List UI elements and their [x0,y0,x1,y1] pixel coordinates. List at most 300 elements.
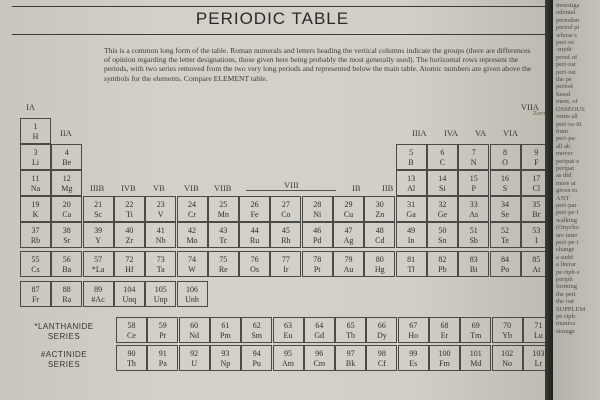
atomic-number: 46 [313,226,322,235]
margin-line: mover [556,150,573,158]
atomic-number: 72 [125,255,134,264]
atomic-number: 75 [219,255,228,264]
element-symbol: Po [500,265,510,274]
element-cell-ag [333,222,364,248]
margin-line: peri·pat· [556,201,579,209]
actinide-label-line1: #ACTINIDE [40,350,88,359]
element-symbol: Tc [219,236,228,245]
atomic-number: 79 [344,255,353,264]
atomic-number: 102 [501,349,514,358]
margin-line: peri·pe·t [556,239,579,246]
element-symbol: Ra [62,295,72,304]
margin-line: peri·pe·t [556,209,579,217]
group-label-va: VA [475,128,487,138]
margin-line: period [556,83,573,91]
atomic-number: 27 [281,200,290,209]
element-symbol: Es [409,359,418,368]
atomic-number: 56 [62,255,71,264]
element-symbol: K [32,210,39,219]
atomic-number: 73 [156,255,165,264]
element-cell-at [521,251,545,277]
element-cell-po [490,251,521,277]
element-cell-as [458,196,489,222]
element-symbol: Rb [30,236,41,245]
element-cell-ge [427,196,458,222]
element-symbol: Cf [377,359,386,368]
element-cell-ac [83,281,114,307]
atomic-number: 20 [62,200,71,209]
element-symbol: Al [407,184,416,193]
atomic-number: 90 [127,349,136,358]
element-cell-sr [51,222,82,248]
element-symbol: H [32,132,39,141]
element-symbol: Unh [185,295,199,304]
element-cell-rh [270,222,301,248]
element-cell-pt [302,251,333,277]
atomic-number: 95 [284,349,292,358]
atomic-number: 76 [250,255,259,264]
atomic-number: 32 [438,200,447,209]
element-symbol: F [534,158,539,167]
atomic-number: 50 [438,226,447,235]
element-symbol: Lu [533,331,543,340]
lanthanide-cell-pm [210,317,241,343]
element-symbol: Ga [406,210,416,219]
element-symbol: Tb [346,331,356,340]
intro-paragraph: This is a common long form of the table. Roman numerals and letters heading the vertical columns indicate the groups (there are differences of opinion regarding the letter designations, those given here being probably the most generally used). The horizontal rows represent the periods, with two series removed from the two very long periods and represented below the main table. Atomic numbers are given above the symbols for the elements. Compare ELEMENT table. [104,46,532,83]
margin-line: (Onycho [556,224,579,232]
element-symbol: Cs [31,265,40,274]
atomic-number: 99 [409,349,418,358]
element-symbol: B [408,158,414,167]
actinide-cell-es [398,345,429,371]
element-cell-sb [458,222,489,248]
actinide-label-line2: SERIES [47,360,81,369]
atomic-number: 92 [190,349,199,358]
margin-line: OSSEOUS [556,105,585,113]
atomic-number: 44 [250,226,259,235]
lanthanide-cell-sm [241,317,272,343]
atomic-number: 22 [125,200,134,209]
element-symbol: Si [439,184,446,193]
atomic-number: 96 [315,349,324,358]
element-cell-sn [427,222,458,248]
element-symbol: Unq [122,295,137,304]
atomic-number: 28 [313,200,322,209]
element-cell-pb [427,251,458,277]
atomic-number: 71 [534,321,543,330]
element-cell-n [458,144,489,170]
element-cell-tc [208,222,239,248]
element-cell-cl [521,170,545,196]
atomic-number: 14 [438,174,447,183]
element-symbol: Re [218,265,228,274]
element-symbol: Pu [252,359,261,368]
atomic-number: 47 [344,226,353,235]
lanthanide-label-line1: *LANTHANIDE [34,322,94,331]
actinide-cell-pa [147,345,178,371]
atomic-number: 69 [471,321,480,330]
element-cell-se [490,196,521,222]
element-symbol: Cl [532,184,541,193]
element-cell-tl [396,251,427,277]
group-label-ia: IA [26,102,35,112]
element-symbol: Ru [249,236,260,245]
element-symbol: Mg [61,184,73,193]
element-symbol: Mo [186,236,198,245]
atomic-number: 9 [534,148,539,157]
element-symbol: Br [532,210,541,219]
atomic-number: 57 [94,255,103,264]
element-symbol: I [534,236,538,245]
element-cell-br [521,196,545,222]
group-label-zero: Zero [533,110,545,117]
atomic-number: 64 [315,321,324,330]
atomic-number: 6 [440,148,445,157]
book-gutter [545,0,553,400]
element-symbol: Nb [155,236,166,245]
element-symbol: Gd [314,331,325,340]
atomic-number: 58 [127,321,136,330]
atomic-number: 31 [407,200,416,209]
atomic-number: 59 [158,321,167,330]
element-symbol: Ce [127,331,136,340]
element-symbol: Na [30,184,41,193]
lanthanide-cell-dy [366,317,397,343]
element-symbol: Hf [125,265,134,274]
atomic-number: 89 [94,285,103,294]
lanthanide-cell-tb [335,317,366,343]
element-cell-fr [20,281,51,307]
atomic-number: 74 [188,255,196,264]
atomic-number: 19 [31,200,40,209]
element-cell-na [20,170,51,196]
group-viii-bracket [246,190,336,191]
element-symbol: Ho [408,331,419,340]
atomic-number: 53 [532,226,541,235]
margin-line: the out [556,298,574,306]
element-symbol: Ni [313,210,322,219]
group-label-ib: IB [352,183,361,193]
atomic-number: 3 [33,148,38,157]
atomic-number: 101 [469,349,482,358]
element-symbol: Li [31,158,40,167]
element-cell-si [427,170,458,196]
atomic-number: 81 [407,255,416,264]
element-cell-h [20,118,51,144]
margin-line: periph [556,276,573,284]
margin-line: a literar [556,261,577,269]
element-symbol: As [469,210,479,219]
element-cell-cr [177,196,208,222]
atomic-number: 5 [409,148,414,157]
atomic-number: 87 [31,285,40,294]
atomic-number: 77 [281,255,290,264]
element-cell-os [239,251,270,277]
group-label-ivb: IVB [121,183,136,193]
element-symbol: Au [343,265,354,274]
margin-line: periodon [556,16,580,24]
element-symbol: Y [95,236,101,245]
element-cell-ga [396,196,427,222]
element-symbol: Rh [281,236,291,245]
actinide-cell-cf [366,345,397,371]
element-cell-v [145,196,176,222]
margin-line: period pi [556,24,580,32]
atomic-number: 97 [346,349,355,358]
margin-line: storage [556,327,575,335]
element-symbol: Eu [283,331,293,340]
lanthanide-cell-pr [147,317,178,343]
atomic-number: 49 [407,226,416,235]
element-symbol: Os [250,265,260,274]
element-cell-mo [177,222,208,248]
element-cell-ba [51,251,82,277]
atomic-number: 83 [469,255,478,264]
atomic-number: 84 [501,255,509,264]
margin-line: SUPPLEM [556,305,586,313]
element-cell-li [20,144,51,170]
element-symbol: No [502,359,512,368]
atomic-number: 24 [188,200,196,209]
atomic-number: 29 [344,200,353,209]
atomic-number: 78 [313,255,322,264]
atomic-number: 100 [438,349,451,358]
atomic-number: 38 [62,226,71,235]
element-symbol: Co [281,210,291,219]
group-label-iiib: IIIB [90,183,105,193]
margin-line: vents all [556,113,578,121]
element-symbol: #Ac [91,295,105,304]
lanthanide-cell-gd [304,317,335,343]
margin-line: peri·pa· [556,135,577,143]
element-symbol: Sr [63,236,71,245]
lanthanide-cell-yb [492,317,523,343]
element-symbol: S [502,184,508,193]
group-label-via: VIA [503,128,519,138]
margin-line: forming [556,283,577,291]
element-cell-ir [270,251,301,277]
margin-line: all ab [556,142,571,150]
adjacent-page-margin [553,0,600,400]
group-label-viii: VIII [284,180,299,190]
margin-line: change [556,246,575,254]
element-symbol: U [191,359,197,368]
atomic-number: 66 [377,321,386,330]
atomic-number: 68 [440,321,449,330]
element-symbol: Dy [377,331,387,340]
margin-line: the peri [556,290,576,298]
element-symbol: Bi [469,265,478,274]
margin-line: peripat [556,164,575,172]
margin-line: a sudd [556,253,573,261]
actinide-cell-u [179,345,210,371]
element-symbol: C [439,158,446,167]
element-cell-zr [114,222,145,248]
margin-line: ment, of [556,98,578,106]
atomic-number: 106 [186,285,198,294]
margin-line: tium [556,127,568,135]
element-symbol: Cu [343,210,354,219]
element-cell-mg [51,170,82,196]
element-symbol: Sb [469,236,478,245]
atomic-number: 11 [31,174,40,183]
margin-line: -myth· [556,46,574,54]
lanthanide-cell-tm [460,317,491,343]
element-cell-rb [20,222,51,248]
atomic-number: 48 [375,226,384,235]
element-symbol: Md [470,359,482,368]
element-cell-o [490,144,521,170]
atomic-number: 88 [62,285,71,294]
element-symbol: Ta [156,265,165,274]
lanthanide-cell-nd [179,317,210,343]
atomic-number: 8 [503,148,507,157]
page-title: PERIODIC TABLE [195,9,350,28]
element-cell-in [396,222,427,248]
margin-line: proof of [556,53,578,61]
element-cell-be [51,144,82,170]
margin-line: peri·oc [556,39,575,47]
element-cell-nb [145,222,176,248]
atomic-number: 35 [532,200,541,209]
lanthanide-cell-er [429,317,460,343]
element-cell-ta [145,251,176,277]
group-label-iiia: IIIA [412,128,427,138]
element-cell-zn [364,196,395,222]
element-cell-y [83,222,114,248]
element-symbol: At [532,265,541,274]
element-cell-hg [364,251,395,277]
margin-line: walking [556,216,577,224]
atomic-number: 13 [407,174,416,183]
group-label-viia: VIIA [521,102,539,112]
element-symbol: N [470,158,477,167]
atomic-number: 98 [377,349,386,358]
element-symbol: Pm [220,331,231,340]
atomic-number: 67 [409,321,418,330]
element-cell-b [396,144,427,170]
element-cell-fe [239,196,270,222]
element-symbol: Ba [62,265,72,274]
element-cell-unq [114,281,145,307]
element-cell-ni [302,196,333,222]
element-symbol: Sn [438,236,447,245]
element-symbol: Nd [189,331,199,340]
group-label-vb: VB [153,183,165,193]
element-symbol: Lr [534,359,543,368]
atomic-number: 37 [31,226,40,235]
element-cell-co [270,196,301,222]
element-symbol: Pd [312,236,322,245]
element-cell-c [427,144,458,170]
atomic-number: 4 [64,148,69,157]
atomic-number: 16 [501,174,509,183]
atomic-number: 94 [252,349,261,358]
element-cell-w [177,251,208,277]
atomic-number: 63 [284,321,292,330]
element-symbol: Zr [125,236,134,245]
element-cell-k [20,196,51,222]
margin-line: peri·ost [556,61,576,69]
element-cell-re [208,251,239,277]
element-symbol: Tl [407,265,415,274]
atomic-number: 104 [123,285,136,294]
actinide-cell-bk [335,345,366,371]
margin-line: more at [556,179,576,187]
atomic-number: 40 [125,226,134,235]
lanthanide-cell-lu [523,317,545,343]
atomic-number: 55 [31,255,40,264]
actinide-cell-pu [241,345,272,371]
atomic-number: 30 [375,200,384,209]
element-cell-unp [145,281,176,307]
atomic-number: 17 [532,174,541,183]
group-label-iib: IIB [382,183,394,193]
element-cell-ra [51,281,82,307]
element-symbol: Be [62,158,72,167]
lanthanide-series-label [14,322,114,342]
atomic-number: 62 [252,321,261,330]
element-cell-te [490,222,521,248]
element-symbol: Ag [343,236,354,245]
element-symbol: Tm [470,331,482,340]
margin-line: given to [556,187,578,195]
element-cell-sc [83,196,114,222]
margin-line: peripat·e [556,157,580,165]
element-symbol: Se [501,210,509,219]
margin-line: whose s [556,31,577,39]
element-cell-unh [177,281,208,307]
actinide-cell-lr [523,345,545,371]
element-cell-al [396,170,427,196]
element-symbol: Pr [159,331,167,340]
margin-line: investiga [556,2,580,9]
atomic-number: 52 [501,226,509,235]
atomic-number: 65 [346,321,355,330]
actinide-series-label [14,350,114,370]
atomic-number: 7 [471,148,476,157]
element-symbol: Cd [375,236,385,245]
margin-line: the pe [556,76,572,84]
element-cell-ru [239,222,270,248]
actinide-cell-no [492,345,523,371]
element-symbol: In [407,236,415,245]
margin-line: peri·os·tit [556,120,582,128]
title-underline [12,34,545,35]
element-symbol: Sc [94,210,103,219]
margin-line: peri·ost [556,68,576,76]
element-symbol: Fm [439,359,450,368]
group-label-iia: IIA [60,128,72,138]
element-cell-au [333,251,364,277]
element-symbol: Am [282,359,294,368]
group-label-iva: IVA [444,128,459,138]
element-symbol: V [157,210,164,219]
atomic-number: 15 [469,174,478,183]
element-cell-i [521,222,545,248]
element-cell-ca [51,196,82,222]
element-symbol: Zn [375,210,385,219]
atomic-number: 21 [94,200,103,209]
element-cell-bi [458,251,489,277]
margin-line: munica [556,320,576,328]
element-cell-hf [114,251,145,277]
element-symbol: Fe [250,210,259,219]
atomic-number: 41 [156,226,165,235]
lanthanide-cell-ce [116,317,147,343]
element-symbol: Cr [188,210,196,219]
